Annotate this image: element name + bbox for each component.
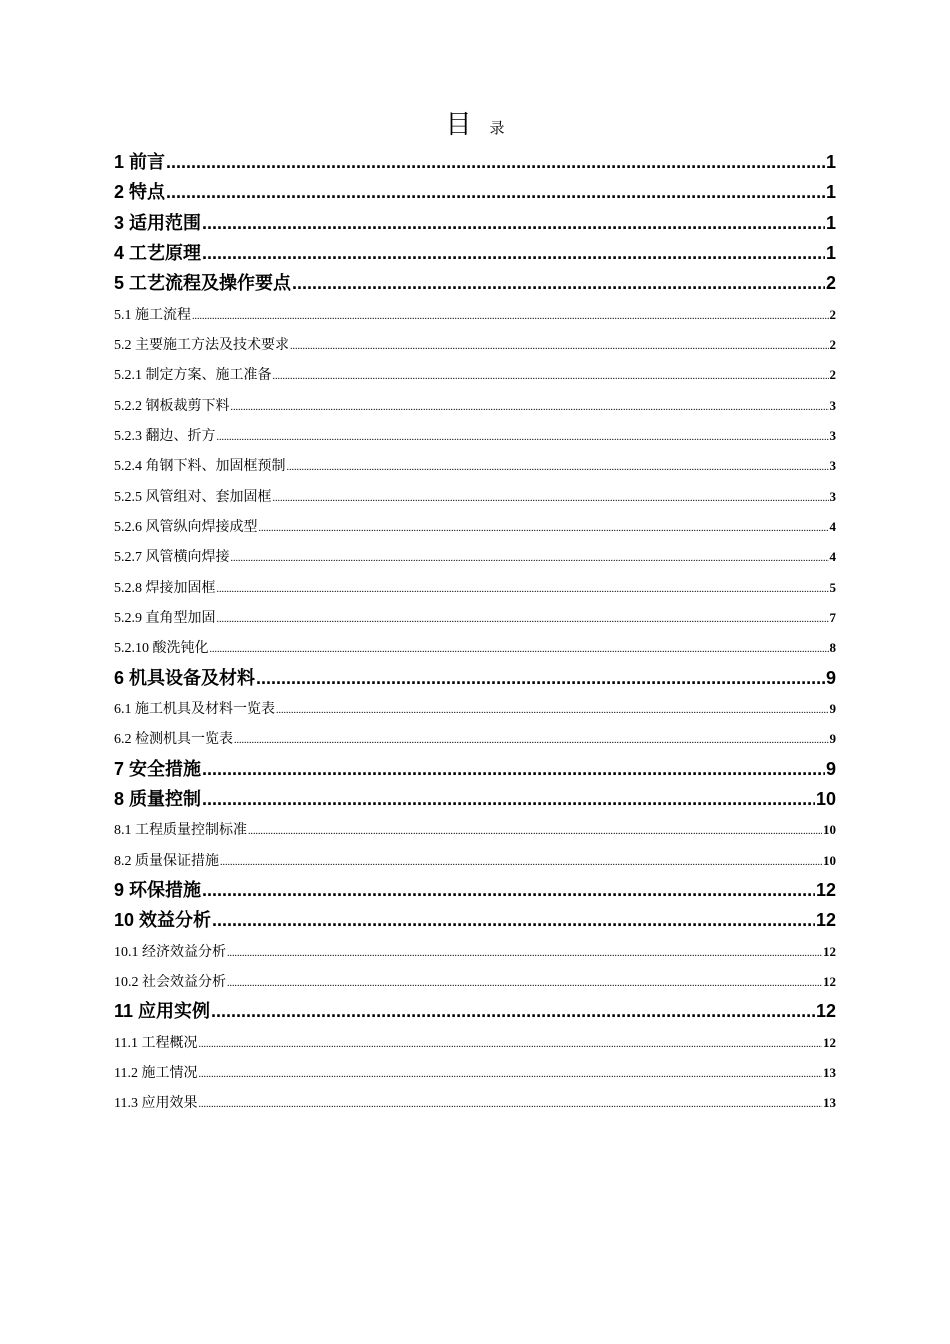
toc-leader-dots xyxy=(198,1036,822,1052)
toc-leader-dots xyxy=(217,429,829,445)
toc-entry-page: 9 xyxy=(829,700,836,716)
toc-entry-page: 3 xyxy=(829,397,836,413)
toc-entry-page: 2 xyxy=(825,273,836,294)
toc-entry-page: 9 xyxy=(829,731,836,747)
toc-entry-label: 5.2 主要施工方法及技术要求 xyxy=(114,337,289,353)
toc-entry-label: 5.2.6 风管纵向焊接成型 xyxy=(114,519,258,535)
toc-entry-label: 8.1 工程质量控制标准 xyxy=(114,823,247,839)
toc-entry-label: 10.2 社会效益分析 xyxy=(114,974,226,990)
toc-leader-dots xyxy=(259,520,829,536)
toc-leader-dots xyxy=(202,759,825,780)
toc-entry-page: 12 xyxy=(823,943,836,959)
toc-entry-section[interactable] xyxy=(114,600,836,630)
toc-entry-label: 4 工艺原理 xyxy=(114,242,202,263)
toc-entry-page: 12 xyxy=(823,1034,836,1050)
toc-entry-section[interactable] xyxy=(114,388,836,418)
table-of-contents xyxy=(114,145,836,1116)
toc-entry-section[interactable] xyxy=(114,1055,836,1085)
toc-entry-section[interactable] xyxy=(114,570,836,600)
toc-leader-dots xyxy=(198,1096,822,1112)
toc-entry-label: 9 环保措施 xyxy=(114,879,202,900)
toc-entry-chapter[interactable] xyxy=(114,266,836,296)
toc-entry-page: 1 xyxy=(825,212,836,233)
toc-entry-chapter[interactable] xyxy=(114,661,836,691)
toc-entry-label: 5.2.10 酸洗钝化 xyxy=(114,641,209,657)
toc-entry-page: 4 xyxy=(829,549,836,565)
toc-entry-label: 6.2 检测机具一览表 xyxy=(114,732,233,748)
toc-entry-section[interactable] xyxy=(114,691,836,721)
toc-entry-label: 5.2.2 钢板裁剪下料 xyxy=(114,398,230,414)
toc-entry-page: 12 xyxy=(815,879,836,900)
toc-leader-dots xyxy=(202,213,825,234)
toc-entry-label: 7 安全措施 xyxy=(114,758,202,779)
toc-leader-dots xyxy=(227,975,822,991)
toc-entry-page: 2 xyxy=(829,306,836,322)
toc-entry-chapter[interactable] xyxy=(114,903,836,933)
toc-entry-chapter[interactable] xyxy=(114,873,836,903)
toc-entry-page: 3 xyxy=(829,488,836,504)
toc-entry-page: 9 xyxy=(825,667,836,688)
toc-leader-dots xyxy=(231,399,829,415)
toc-entry-section[interactable] xyxy=(114,327,836,357)
toc-leader-dots xyxy=(166,182,825,203)
toc-entry-section[interactable] xyxy=(114,479,836,509)
toc-leader-dots xyxy=(290,338,829,354)
toc-entry-page: 3 xyxy=(829,458,836,474)
toc-entry-section[interactable] xyxy=(114,1085,836,1115)
toc-entry-label: 5.2.4 角钢下料、加固框预制 xyxy=(114,459,286,475)
toc-entry-chapter[interactable] xyxy=(114,782,836,812)
toc-entry-section[interactable] xyxy=(114,812,836,842)
toc-entry-label: 11.2 施工情况 xyxy=(114,1065,198,1081)
toc-leader-dots xyxy=(202,880,815,901)
toc-leader-dots xyxy=(273,490,829,506)
toc-entry-page: 10 xyxy=(815,788,836,809)
toc-entry-section[interactable] xyxy=(114,964,836,994)
toc-entry-section[interactable] xyxy=(114,448,836,478)
toc-leader-dots xyxy=(227,945,822,961)
toc-entry-label: 5.2.9 直角型加固 xyxy=(114,610,216,626)
toc-leader-dots xyxy=(217,581,829,597)
toc-entry-section[interactable] xyxy=(114,357,836,387)
toc-leader-dots xyxy=(273,368,829,384)
toc-entry-page: 9 xyxy=(825,758,836,779)
toc-entry-label: 1 前言 xyxy=(114,152,166,172)
toc-entry-label: 5.2.3 翻边、折方 xyxy=(114,428,216,444)
toc-entry-page: 1 xyxy=(825,152,836,172)
toc-entry-section[interactable] xyxy=(114,509,836,539)
toc-leader-dots xyxy=(292,273,825,294)
toc-entry-page: 10 xyxy=(823,852,836,868)
toc-entry-label: 10 效益分析 xyxy=(114,910,212,931)
toc-entry-label: 5.1 施工流程 xyxy=(114,307,191,323)
toc-leader-dots xyxy=(212,910,815,931)
toc-entry-section[interactable] xyxy=(114,539,836,569)
toc-leader-dots xyxy=(217,611,829,627)
toc-entry-page: 8 xyxy=(829,640,836,656)
toc-entry-label: 11 应用实例 xyxy=(114,1001,211,1022)
toc-entry-section[interactable] xyxy=(114,721,836,751)
toc-title xyxy=(0,112,950,138)
toc-entry-section[interactable] xyxy=(114,934,836,964)
toc-entry-page: 12 xyxy=(815,910,836,931)
toc-entry-page: 12 xyxy=(815,1001,836,1022)
toc-leader-dots xyxy=(198,1066,822,1082)
toc-entry-section[interactable] xyxy=(114,418,836,448)
toc-entry-label: 6.1 施工机具及材料一览表 xyxy=(114,701,275,717)
toc-entry-label: 6 机具设备及材料 xyxy=(114,667,256,688)
toc-entry-label: 8 质量控制 xyxy=(114,788,202,809)
toc-entry-label: 11.1 工程概况 xyxy=(114,1035,198,1051)
toc-entry-page: 10 xyxy=(823,822,836,838)
toc-leader-dots xyxy=(211,1001,815,1022)
toc-entry-section[interactable] xyxy=(114,1025,836,1055)
toc-leader-dots xyxy=(192,308,829,324)
toc-leader-dots xyxy=(166,152,825,173)
toc-entry-page: 4 xyxy=(829,518,836,534)
toc-entry-chapter[interactable] xyxy=(114,145,836,175)
toc-entry-page: 5 xyxy=(829,579,836,595)
toc-entry-label: 8.2 质量保证措施 xyxy=(114,853,219,869)
toc-entry-chapter[interactable] xyxy=(114,994,836,1024)
toc-entry-page: 3 xyxy=(829,427,836,443)
toc-leader-dots xyxy=(210,641,829,657)
toc-entry-page: 2 xyxy=(829,367,836,383)
toc-entry-section[interactable] xyxy=(114,630,836,660)
toc-entry-page: 12 xyxy=(823,973,836,989)
toc-entry-chapter[interactable] xyxy=(114,175,836,205)
toc-entry-page: 13 xyxy=(823,1064,836,1080)
toc-entry-chapter[interactable] xyxy=(114,752,836,782)
toc-leader-dots xyxy=(220,854,822,870)
toc-entry-page: 1 xyxy=(825,182,836,203)
toc-entry-label: 5.2.7 风管横向焊接 xyxy=(114,550,230,566)
toc-leader-dots xyxy=(231,550,829,566)
toc-title-main: 目 xyxy=(445,110,472,139)
toc-entry-label: 5.2.5 风管组对、套加固框 xyxy=(114,489,272,505)
toc-title-sub: 录 xyxy=(489,121,505,137)
toc-entry-section[interactable] xyxy=(114,297,836,327)
toc-entry-page: 13 xyxy=(823,1095,836,1111)
toc-leader-dots xyxy=(202,243,825,264)
toc-entry-chapter[interactable] xyxy=(114,206,836,236)
toc-entry-label: 10.1 经济效益分析 xyxy=(114,944,226,960)
toc-entry-label: 5 工艺流程及操作要点 xyxy=(114,273,292,294)
toc-leader-dots xyxy=(287,459,829,475)
toc-entry-page: 1 xyxy=(825,242,836,263)
toc-leader-dots xyxy=(234,732,829,748)
toc-entry-page: 7 xyxy=(829,609,836,625)
toc-leader-dots xyxy=(202,789,815,810)
toc-entry-section[interactable] xyxy=(114,843,836,873)
toc-leader-dots xyxy=(276,702,829,718)
toc-leader-dots xyxy=(256,668,825,689)
toc-entry-label: 11.3 应用效果 xyxy=(114,1096,198,1112)
toc-entry-label: 5.2.8 焊接加固框 xyxy=(114,580,216,596)
toc-leader-dots xyxy=(248,823,822,839)
toc-entry-label: 3 适用范围 xyxy=(114,212,202,233)
toc-entry-chapter[interactable] xyxy=(114,236,836,266)
toc-entry-page: 2 xyxy=(829,336,836,352)
toc-entry-label: 5.2.1 制定方案、施工准备 xyxy=(114,368,272,384)
toc-entry-label: 2 特点 xyxy=(114,182,166,203)
